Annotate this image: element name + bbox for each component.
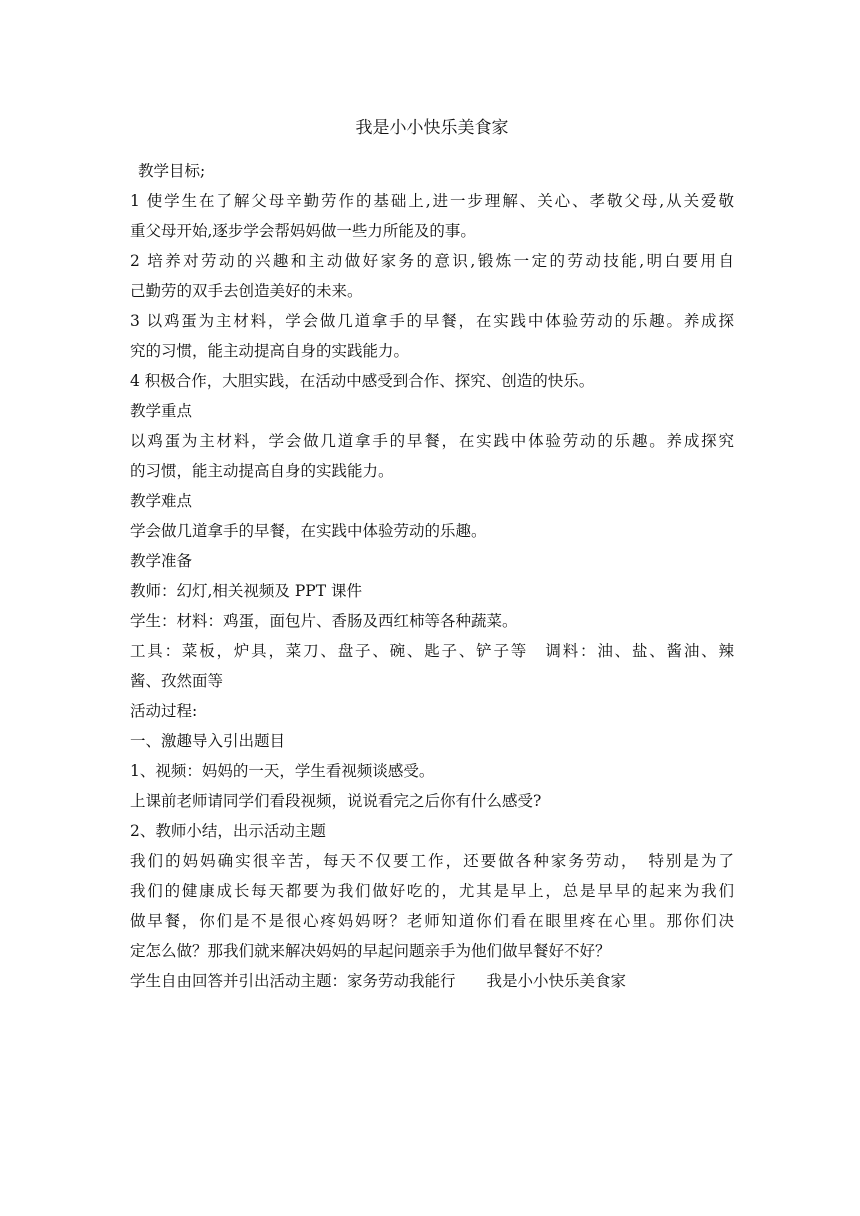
- text-line: 我们的健康成长每天都要为我们做好吃的，尤其是早上，总是早早的起来为我们: [130, 882, 734, 900]
- text-line: 定怎么做？那我们就来解决妈妈的早起问题亲手为他们做早餐好不好？: [130, 942, 611, 960]
- text-line: 教学准备: [130, 552, 193, 570]
- text-line: 究的习惯，能主动提高自身的实践能力。: [130, 342, 410, 360]
- text-line: 做早餐，你们是不是很心疼妈妈呀？老师知道你们看在眼里疼在心里。那你们决: [130, 912, 734, 930]
- text-line: 上课前老师请同学们看段视频，说说看完之后你有什么感受?: [130, 792, 542, 810]
- text-line: 2 培养对劳动的兴趣和主动做好家务的意识,锻炼一定的劳动技能,明白要用自: [130, 252, 734, 270]
- text-line: 酱、孜然面等: [130, 672, 224, 690]
- text-line: 教师：幻灯,相关视频及 PPT 课件: [130, 582, 362, 600]
- text-line: 工具：菜板，炉具，菜刀、盘子、碗、匙子、铲子等 调料：油、盐、酱油、辣: [130, 642, 734, 660]
- text-line: 学生：材料：鸡蛋，面包片、香肠及西红柿等各种蔬菜。: [130, 612, 518, 630]
- text-line: 3 以鸡蛋为主材料，学会做几道拿手的早餐，在实践中体验劳动的乐趣。养成探: [130, 312, 734, 330]
- text-line: 己勤劳的双手去创造美好的未来。: [130, 282, 363, 300]
- text-line: 1 使学生在了解父母辛勤劳作的基础上,进一步理解、关心、孝敬父母,从关爱敬: [130, 192, 734, 210]
- text-line: 4 积极合作，大胆实践，在活动中感受到合作、探究、创造的快乐。: [130, 372, 595, 390]
- text-line: 学生自由回答并引出活动主题：家务劳动我能行 我是小小快乐美食家: [130, 972, 627, 990]
- text-line: 2、教师小结，出示活动主题: [130, 822, 326, 840]
- text-line: 重父母开始,逐步学会帮妈妈做一些力所能及的事。: [130, 222, 476, 240]
- text-line: 教学重点: [130, 402, 193, 420]
- text-line: 1、视频：妈妈的一天，学生看视频谈感受。: [130, 762, 435, 780]
- document-title: 我是小小快乐美食家: [355, 118, 509, 138]
- text-line: 以鸡蛋为主材料，学会做几道拿手的早餐，在实践中体验劳动的乐趣。养成探究: [130, 432, 734, 450]
- text-line: 一、激趣导入引出题目: [130, 732, 286, 750]
- document-body: [130, 156, 734, 996]
- text-line: 活动过程:: [130, 702, 198, 720]
- text-line: 教学目标;: [138, 162, 206, 180]
- text-line: 学会做几道拿手的早餐，在实践中体验劳动的乐趣。: [130, 522, 487, 540]
- text-line: 的习惯，能主动提高自身的实践能力。: [130, 462, 394, 480]
- text-line: 我们的妈妈确实很辛苦，每天不仅要工作，还要做各种家务劳动， 特别是为了: [130, 852, 734, 870]
- text-line: 教学难点: [130, 492, 193, 510]
